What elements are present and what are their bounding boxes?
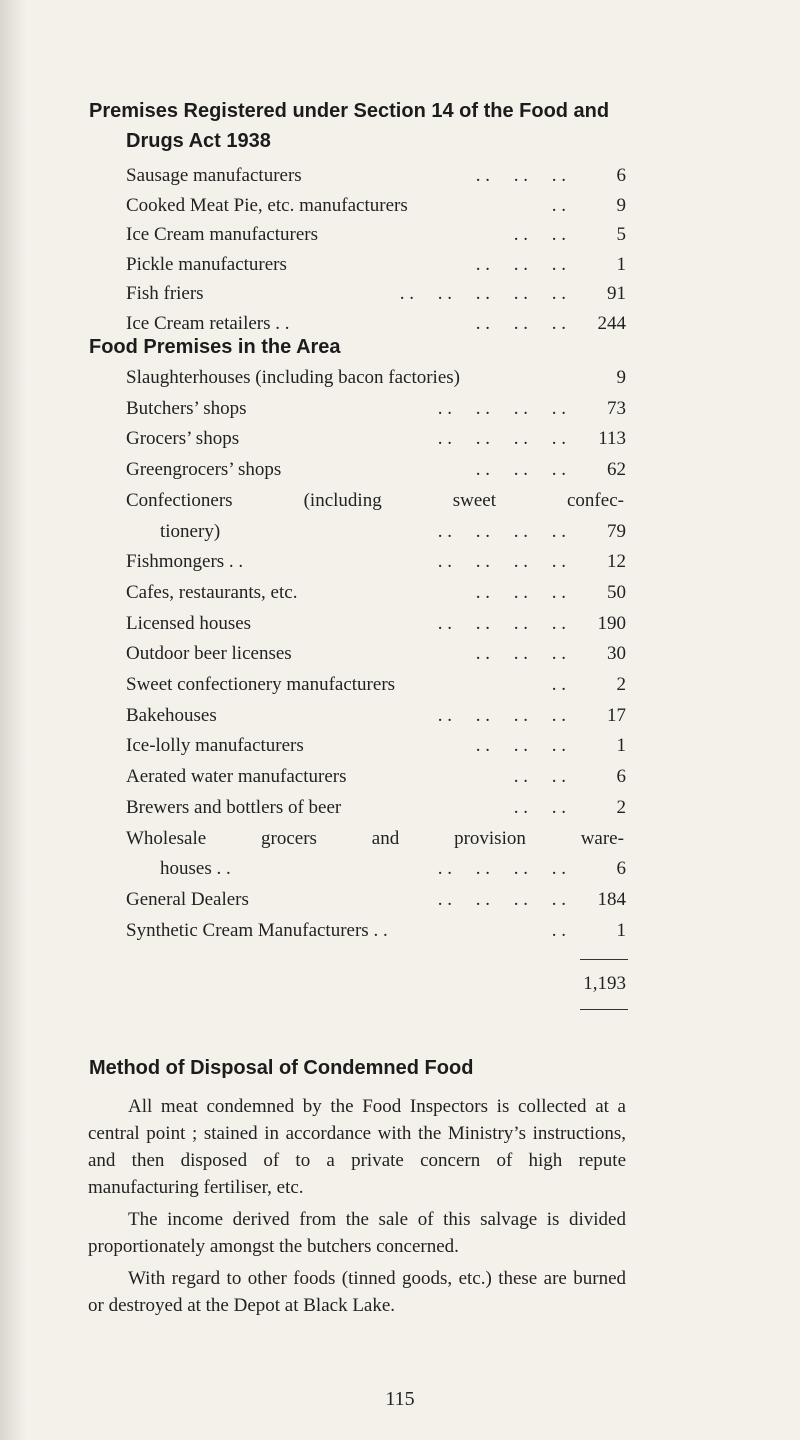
registered-premises-leader-dots: . . bbox=[551, 194, 566, 216]
total-row bbox=[126, 968, 626, 1000]
food-premises-value: 62 bbox=[607, 459, 626, 481]
food-premises-row bbox=[126, 730, 626, 762]
food-premises-label-word: provision bbox=[454, 827, 526, 849]
food-premises-value: 2 bbox=[616, 796, 626, 818]
food-premises-row bbox=[126, 823, 626, 855]
food-premises-value: 79 bbox=[607, 520, 626, 542]
registered-premises-row bbox=[126, 190, 626, 222]
food-premises-value: 6 bbox=[616, 858, 626, 880]
food-premises-label-word: Confectioners bbox=[126, 489, 233, 511]
page-number: 115 bbox=[385, 1388, 415, 1410]
food-premises-value: 17 bbox=[607, 704, 626, 726]
registered-premises-label: Cooked Meat Pie, etc. manufacturers bbox=[126, 194, 408, 216]
food-premises-label: Licensed houses bbox=[126, 612, 252, 634]
registered-premises-label: Ice Cream retailers . . bbox=[126, 312, 290, 334]
registered-premises-label: Pickle manufacturers bbox=[126, 253, 287, 275]
total-rule-top bbox=[580, 959, 628, 960]
food-premises-leader-dots: . . . . . . . . bbox=[437, 428, 566, 450]
registered-premises-value: 1 bbox=[616, 253, 626, 275]
food-premises-row bbox=[126, 454, 626, 486]
registered-premises-leader-dots: . . . . . . . . . . bbox=[399, 283, 566, 304]
registered-premises-label: Ice Cream manufacturers bbox=[126, 224, 319, 245]
paragraph-3-text: With regard to other foods (tinned goods, etc.) these are burned or destroyed at the Depot at Black Lake. bbox=[88, 1268, 626, 1316]
food-premises-row bbox=[126, 915, 626, 947]
food-premises-value: 50 bbox=[607, 581, 626, 603]
food-premises-label: houses . . bbox=[160, 858, 231, 880]
registered-premises-leader-dots: . . . . bbox=[513, 224, 566, 245]
food-premises-label-word: ware- bbox=[580, 827, 624, 849]
food-premises-value: 9 bbox=[616, 367, 626, 388]
paragraph-2 bbox=[88, 1206, 626, 1260]
food-premises-row bbox=[126, 546, 626, 578]
food-premises-row bbox=[126, 638, 626, 670]
food-premises-leader-dots: . . . . . . . . bbox=[437, 397, 566, 419]
food-premises-label: Sweet confectionery manufacturers bbox=[126, 674, 396, 695]
food-premises-label: Outdoor beer licenses bbox=[126, 643, 292, 665]
registered-premises-label: Fish friers bbox=[126, 283, 204, 304]
food-premises-value: 184 bbox=[597, 888, 626, 910]
food-premises-label: Cafes, restaurants, etc. bbox=[126, 581, 298, 603]
registered-premises-leader-dots: . . . . . . bbox=[475, 312, 566, 334]
registered-premises-row bbox=[126, 160, 626, 192]
food-premises-leader-dots: . . . . . . . . bbox=[437, 551, 566, 573]
section3-title: Method of Disposal of Condemned Food bbox=[89, 1057, 474, 1079]
food-premises-value: 113 bbox=[598, 428, 626, 450]
food-premises-row bbox=[126, 884, 626, 916]
total-rule-bottom bbox=[580, 1009, 628, 1010]
food-premises-leader-dots: . . . . . . . . bbox=[437, 612, 566, 634]
food-premises-value: 1 bbox=[616, 735, 626, 757]
registered-premises-leader-dots: . . . . . . bbox=[475, 165, 566, 186]
food-premises-row bbox=[126, 669, 626, 701]
food-premises-leader-dots: . . . . . . . . bbox=[437, 888, 566, 910]
food-premises-label-word: confec- bbox=[567, 489, 624, 511]
food-premises-leader-dots: . . . . bbox=[513, 766, 566, 788]
food-premises-row bbox=[126, 485, 626, 517]
food-premises-label: Bakehouses bbox=[126, 704, 217, 726]
food-premises-row bbox=[126, 516, 626, 548]
food-premises-leader-dots: . . . . . . . . bbox=[437, 858, 566, 880]
paragraph-3 bbox=[88, 1265, 626, 1319]
registered-premises-leader-dots: . . . . . . bbox=[475, 253, 566, 275]
paragraph-1 bbox=[88, 1093, 626, 1201]
food-premises-leader-dots: . . . . bbox=[513, 796, 566, 818]
registered-premises-value: 91 bbox=[607, 283, 626, 304]
food-premises-leader-dots: . . . . . . bbox=[475, 735, 566, 757]
page-edge-shadow bbox=[0, 0, 26, 1440]
food-premises-leader-dots: . . bbox=[551, 674, 566, 695]
food-premises-value: 190 bbox=[597, 612, 626, 634]
food-premises-label: Grocers’ shops bbox=[126, 428, 240, 450]
registered-premises-row bbox=[126, 219, 626, 251]
food-premises-label: Aerated water manufacturers bbox=[126, 766, 347, 788]
food-premises-label-word: sweet bbox=[452, 489, 496, 511]
food-premises-row bbox=[126, 853, 626, 885]
registered-premises-row bbox=[126, 249, 626, 281]
food-premises-value: 12 bbox=[607, 551, 626, 573]
food-premises-label: Slaughterhouses (including bacon factories) bbox=[126, 367, 460, 388]
food-premises-leader-dots: . . . . . . bbox=[475, 459, 566, 481]
registered-premises-label: Sausage manufacturers bbox=[126, 165, 302, 186]
food-premises-label-word: (including bbox=[303, 489, 382, 511]
food-premises-label-word: Wholesale bbox=[126, 827, 207, 849]
food-premises-row bbox=[126, 792, 626, 824]
paragraph-1-text: All meat condemned by the Food Inspectors is collected at a central point ; stained in accordance with the Ministry’s instructions, and then disposed of to a private concern of high repute manufacturing fertiliser, etc. bbox=[88, 1096, 626, 1198]
food-premises-leader-dots: . . . . . . . . bbox=[437, 704, 566, 726]
food-premises-value: 30 bbox=[607, 643, 626, 665]
food-premises-value: 73 bbox=[607, 397, 626, 419]
registered-premises-value: 244 bbox=[597, 312, 626, 334]
food-premises-label: Butchers’ shops bbox=[126, 397, 247, 419]
registered-premises-value: 9 bbox=[616, 194, 626, 216]
food-premises-label: Synthetic Cream Manufacturers . . bbox=[126, 919, 388, 941]
food-premises-label-word: grocers bbox=[261, 827, 317, 849]
food-premises-label: Fishmongers . . bbox=[126, 551, 244, 573]
food-premises-row bbox=[126, 700, 626, 732]
food-premises-row bbox=[126, 423, 626, 455]
food-premises-row bbox=[126, 608, 626, 640]
food-premises-leader-dots: . . . . . . bbox=[475, 643, 566, 665]
registered-premises-row bbox=[126, 278, 626, 310]
food-premises-leader-dots: . . . . . . bbox=[475, 581, 566, 603]
food-premises-label: General Dealers bbox=[126, 888, 249, 910]
food-premises-row bbox=[126, 393, 626, 425]
section1-title-line2: Drugs Act 1938 bbox=[126, 130, 271, 152]
food-premises-row bbox=[126, 577, 626, 609]
food-premises-label: Greengrocers’ shops bbox=[126, 459, 282, 481]
food-premises-leader-dots: . . bbox=[551, 919, 566, 941]
food-premises-label: Brewers and bottlers of beer bbox=[126, 796, 342, 818]
food-premises-label: tionery) bbox=[160, 520, 221, 542]
food-premises-value: 6 bbox=[616, 766, 626, 788]
paragraph-2-text: The income derived from the sale of this salvage is divided proportionately amongst the butchers concerned. bbox=[88, 1209, 626, 1257]
food-premises-row bbox=[126, 761, 626, 793]
section1-title-line1: Premises Registered under Section 14 of the Food and bbox=[89, 100, 610, 122]
registered-premises-value: 6 bbox=[616, 165, 626, 186]
food-premises-label-word: and bbox=[371, 827, 400, 849]
section2-title: Food Premises in the Area bbox=[89, 336, 341, 358]
food-premises-value: 1 bbox=[616, 919, 626, 941]
food-premises-leader-dots: . . . . . . . . bbox=[437, 520, 566, 542]
food-premises-label bbox=[126, 823, 624, 855]
food-premises-label: Ice-lolly manufacturers bbox=[126, 735, 304, 757]
food-premises-row bbox=[126, 362, 626, 394]
food-premises-value: 2 bbox=[616, 674, 626, 695]
registered-premises-value: 5 bbox=[616, 224, 626, 245]
total-value: 1,193 bbox=[583, 973, 626, 994]
food-premises-label bbox=[126, 485, 624, 517]
